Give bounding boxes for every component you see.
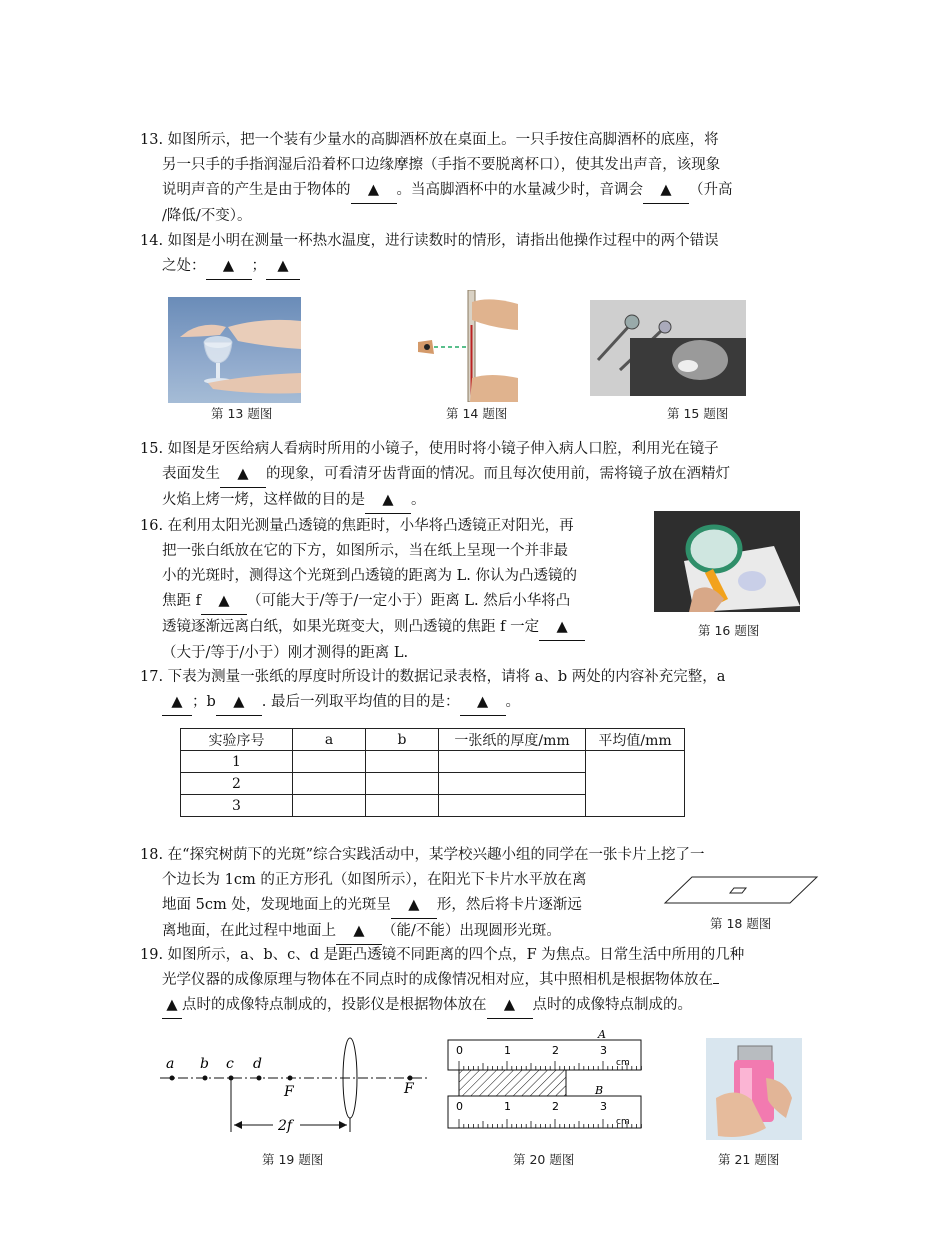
answer-blank: ▲ [365, 488, 411, 514]
figure-21-caption: 第 21 题图 [718, 1152, 780, 1167]
question-15: 15. 如图是牙医给病人看病时所用的小镜子，使用时将小镜子伸入病人口腔，利用光在镜子 表面发生 ▲ 的现象，可看清牙齿背面的情况。而且每次使用前，需将镜子放在酒精灯 火焰上烤一烤，这样做的目的是 ▲ 。 [140, 437, 816, 514]
answer-blank: ▲ [391, 893, 437, 919]
figure-19-caption: 第 19 题图 [262, 1152, 324, 1167]
question-19: 19. 如图所示，a、b、c、d 是距凸透镜不同距离的四个点，F 为焦点。日常生活中所用的几种 光学仪器的成像原理与物体在不同点时的成像情况相对应，其中照相机是根据物体放在 ▲ 点时的成像特点制成的，投影仪是根据物体放在 ▲ 点时的成像特点制成的。 [140, 943, 816, 1019]
ruler-unit: cm [616, 1117, 630, 1127]
label-a: A [598, 1028, 606, 1041]
figure-18-caption: 第 18 题图 [710, 916, 772, 931]
figure-20-caption: 第 20 题图 [513, 1152, 575, 1167]
figure-14-caption: 第 14 题图 [446, 406, 508, 421]
figure-18-card [662, 875, 822, 905]
figure-19-lens-diagram [160, 1035, 430, 1145]
table-row: 2 [181, 773, 685, 795]
figure-16-caption: 第 16 题图 [698, 623, 760, 638]
ruler-unit: cm [616, 1058, 630, 1068]
answer-blank: ▲ [266, 254, 300, 280]
answer-blank: ▲ [351, 178, 397, 204]
table-header: b [366, 729, 439, 751]
table-header: 平均值/mm [586, 729, 685, 751]
answer-blank: ▲ [162, 993, 182, 1019]
label-b: B [595, 1084, 604, 1097]
figure-13-caption: 第 13 题图 [211, 406, 273, 421]
question-16: 16. 在利用太阳光测量凸透镜的焦距时，小华将凸透镜正对阳光，再 把一张白纸放在它的下方，如图所示，当在纸上呈现一个并非最 小的光斑时，测得这个光斑到凸透镜的距离为 L. 你认为凸透镜的 焦距 f ▲ （可能大于/等于/一定小于）距离 L. 然后小华将凸 透镜逐渐远离白纸，如果光斑变大，则凸透镜的焦距 f 一定 ▲ （大于/等于/小于）刚才测得的距离 L. [140, 514, 650, 666]
focus-right-label: F [404, 1081, 414, 1097]
answer-blank: ▲ [220, 462, 266, 488]
answer-blank: ▲ [487, 993, 533, 1019]
point-d-label: d [253, 1056, 262, 1072]
figure-15-caption: 第 15 题图 [667, 406, 729, 421]
question-18: 18. 在“探究树荫下的光斑”综合实践活动中，某学校兴趣小组的同学在一张卡片上挖了一 个边长为 1cm 的正方形孔（如图所示），在阳光下卡片水平放在离 地面 5cm 处，发现地面上的光斑呈 ▲ 形，然后将卡片逐渐远 离地面，在此过程中地面上 ▲ （能/不能）出现圆形光斑。 [140, 843, 816, 945]
ruler-tick-label: 1 [504, 1100, 511, 1113]
figure-21-photo [706, 1038, 802, 1140]
point-a-label: a [166, 1056, 175, 1072]
answer-blank: ▲ [336, 919, 382, 945]
ruler-tick-label: 3 [600, 1100, 607, 1113]
distance-label: 2f [278, 1118, 293, 1134]
answer-blank: ▲ [216, 690, 262, 716]
answer-blank: ▲ [643, 178, 689, 204]
answer-blank: ▲ [162, 690, 192, 716]
point-c-label: c [226, 1056, 234, 1072]
ruler-tick-label: 0 [456, 1100, 463, 1113]
table-header: a [293, 729, 366, 751]
question-17: 17. 下表为测量一张纸的厚度时所设计的数据记录表格，请将 a、b 两处的内容补充完整，a ▲ ；b ▲ . 最后一列取平均值的目的是： ▲ 。 [140, 665, 816, 716]
figure-13-photo [168, 297, 301, 403]
table-row: 1 [181, 751, 685, 773]
question-14: 14. 如图是小明在测量一杯热水温度，进行读数时的情形，请指出他操作过程中的两个错误 之处： ▲ ； ▲ [140, 229, 816, 280]
answer-blank: ▲ [460, 690, 506, 716]
record-table [180, 728, 685, 817]
average-cell [586, 751, 685, 817]
ruler-tick-label: 2 [552, 1100, 559, 1113]
ruler-tick-label: 2 [552, 1044, 559, 1057]
figure-20-rulers [445, 1028, 645, 1140]
point-b-label: b [200, 1056, 209, 1072]
answer-blank: ▲ [206, 254, 252, 280]
answer-blank: ▲ [539, 615, 585, 641]
answer-blank: ▲ [201, 589, 247, 615]
question-13: 13. 如图所示，把一个装有少量水的高脚酒杯放在桌面上。一只手按住高脚酒杯的底座，将 另一只手的手指润湿后沿着杯口边缘摩擦（手指不要脱离杯口），使其发出声音，该现象 说明声音的产生是由于物体的 ▲ 。当高脚酒杯中的水量减少时，音调会 ▲ （升高 /降低/不变）。 [140, 132, 733, 224]
table-header-row [181, 729, 685, 751]
ruler-tick-label: 3 [600, 1044, 607, 1057]
table-header: 实验序号 [181, 729, 293, 751]
figure-16-photo [654, 511, 800, 612]
ruler-tick-label: 1 [504, 1044, 511, 1057]
figure-15-photo [590, 300, 746, 396]
figure-14-photo [410, 290, 520, 402]
table-header: 一张纸的厚度/mm [439, 729, 586, 751]
table-row: 3 [181, 795, 685, 817]
ruler-tick-label: 0 [456, 1044, 463, 1057]
focus-left-label: F [284, 1084, 294, 1100]
